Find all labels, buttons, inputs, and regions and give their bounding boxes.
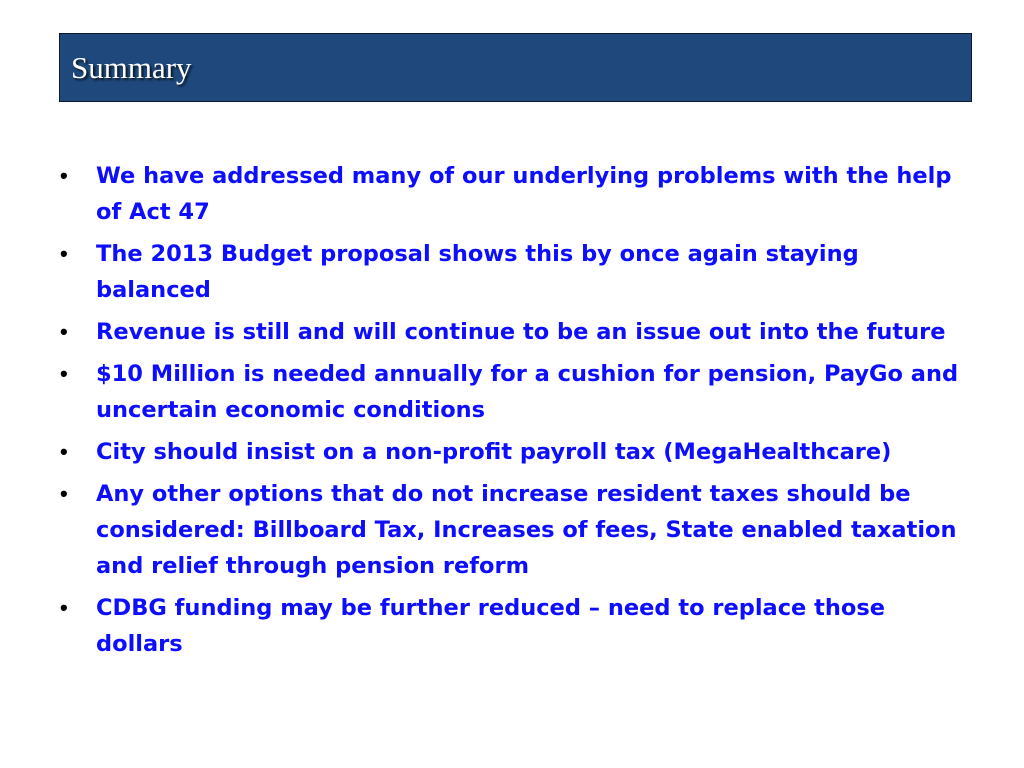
bullet-dot-icon: • (60, 595, 68, 620)
bullet-text: City should insist on a non-profit payroll tax (MegaHealthcare) (96, 439, 892, 465)
bullet-item (60, 356, 970, 428)
bullet-item (60, 434, 970, 470)
bullet-text: $10 Million is needed annually for a cushion for pension, PayGo and uncertain economic conditions (96, 361, 959, 423)
slide-title: Summary (71, 50, 192, 85)
bullet-item (60, 158, 970, 230)
bullet-item (60, 590, 970, 662)
bullet-dot-icon: • (60, 163, 68, 188)
bullet-text: We have addressed many of our underlying problems with the help of Act 47 (96, 163, 952, 225)
bullet-dot-icon: • (60, 241, 68, 266)
bullet-text: The 2013 Budget proposal shows this by once again staying balanced (96, 241, 859, 303)
bullet-item (60, 476, 970, 584)
bullet-text: Revenue is still and will continue to be an issue out into the future (96, 319, 946, 345)
title-bar (59, 33, 972, 102)
bullet-list (60, 158, 970, 668)
bullet-dot-icon: • (60, 319, 68, 344)
bullet-dot-icon: • (60, 439, 68, 464)
bullet-dot-icon: • (60, 361, 68, 386)
bullet-dot-icon: • (60, 481, 68, 506)
bullet-text: CDBG funding may be further reduced – need to replace those dollars (96, 595, 886, 657)
bullet-item (60, 236, 970, 308)
bullet-item (60, 314, 970, 350)
bullet-text: Any other options that do not increase resident taxes should be considered: Billboard Tax, Increases of fees, State enabled taxation and relief through pension reform (96, 481, 957, 579)
